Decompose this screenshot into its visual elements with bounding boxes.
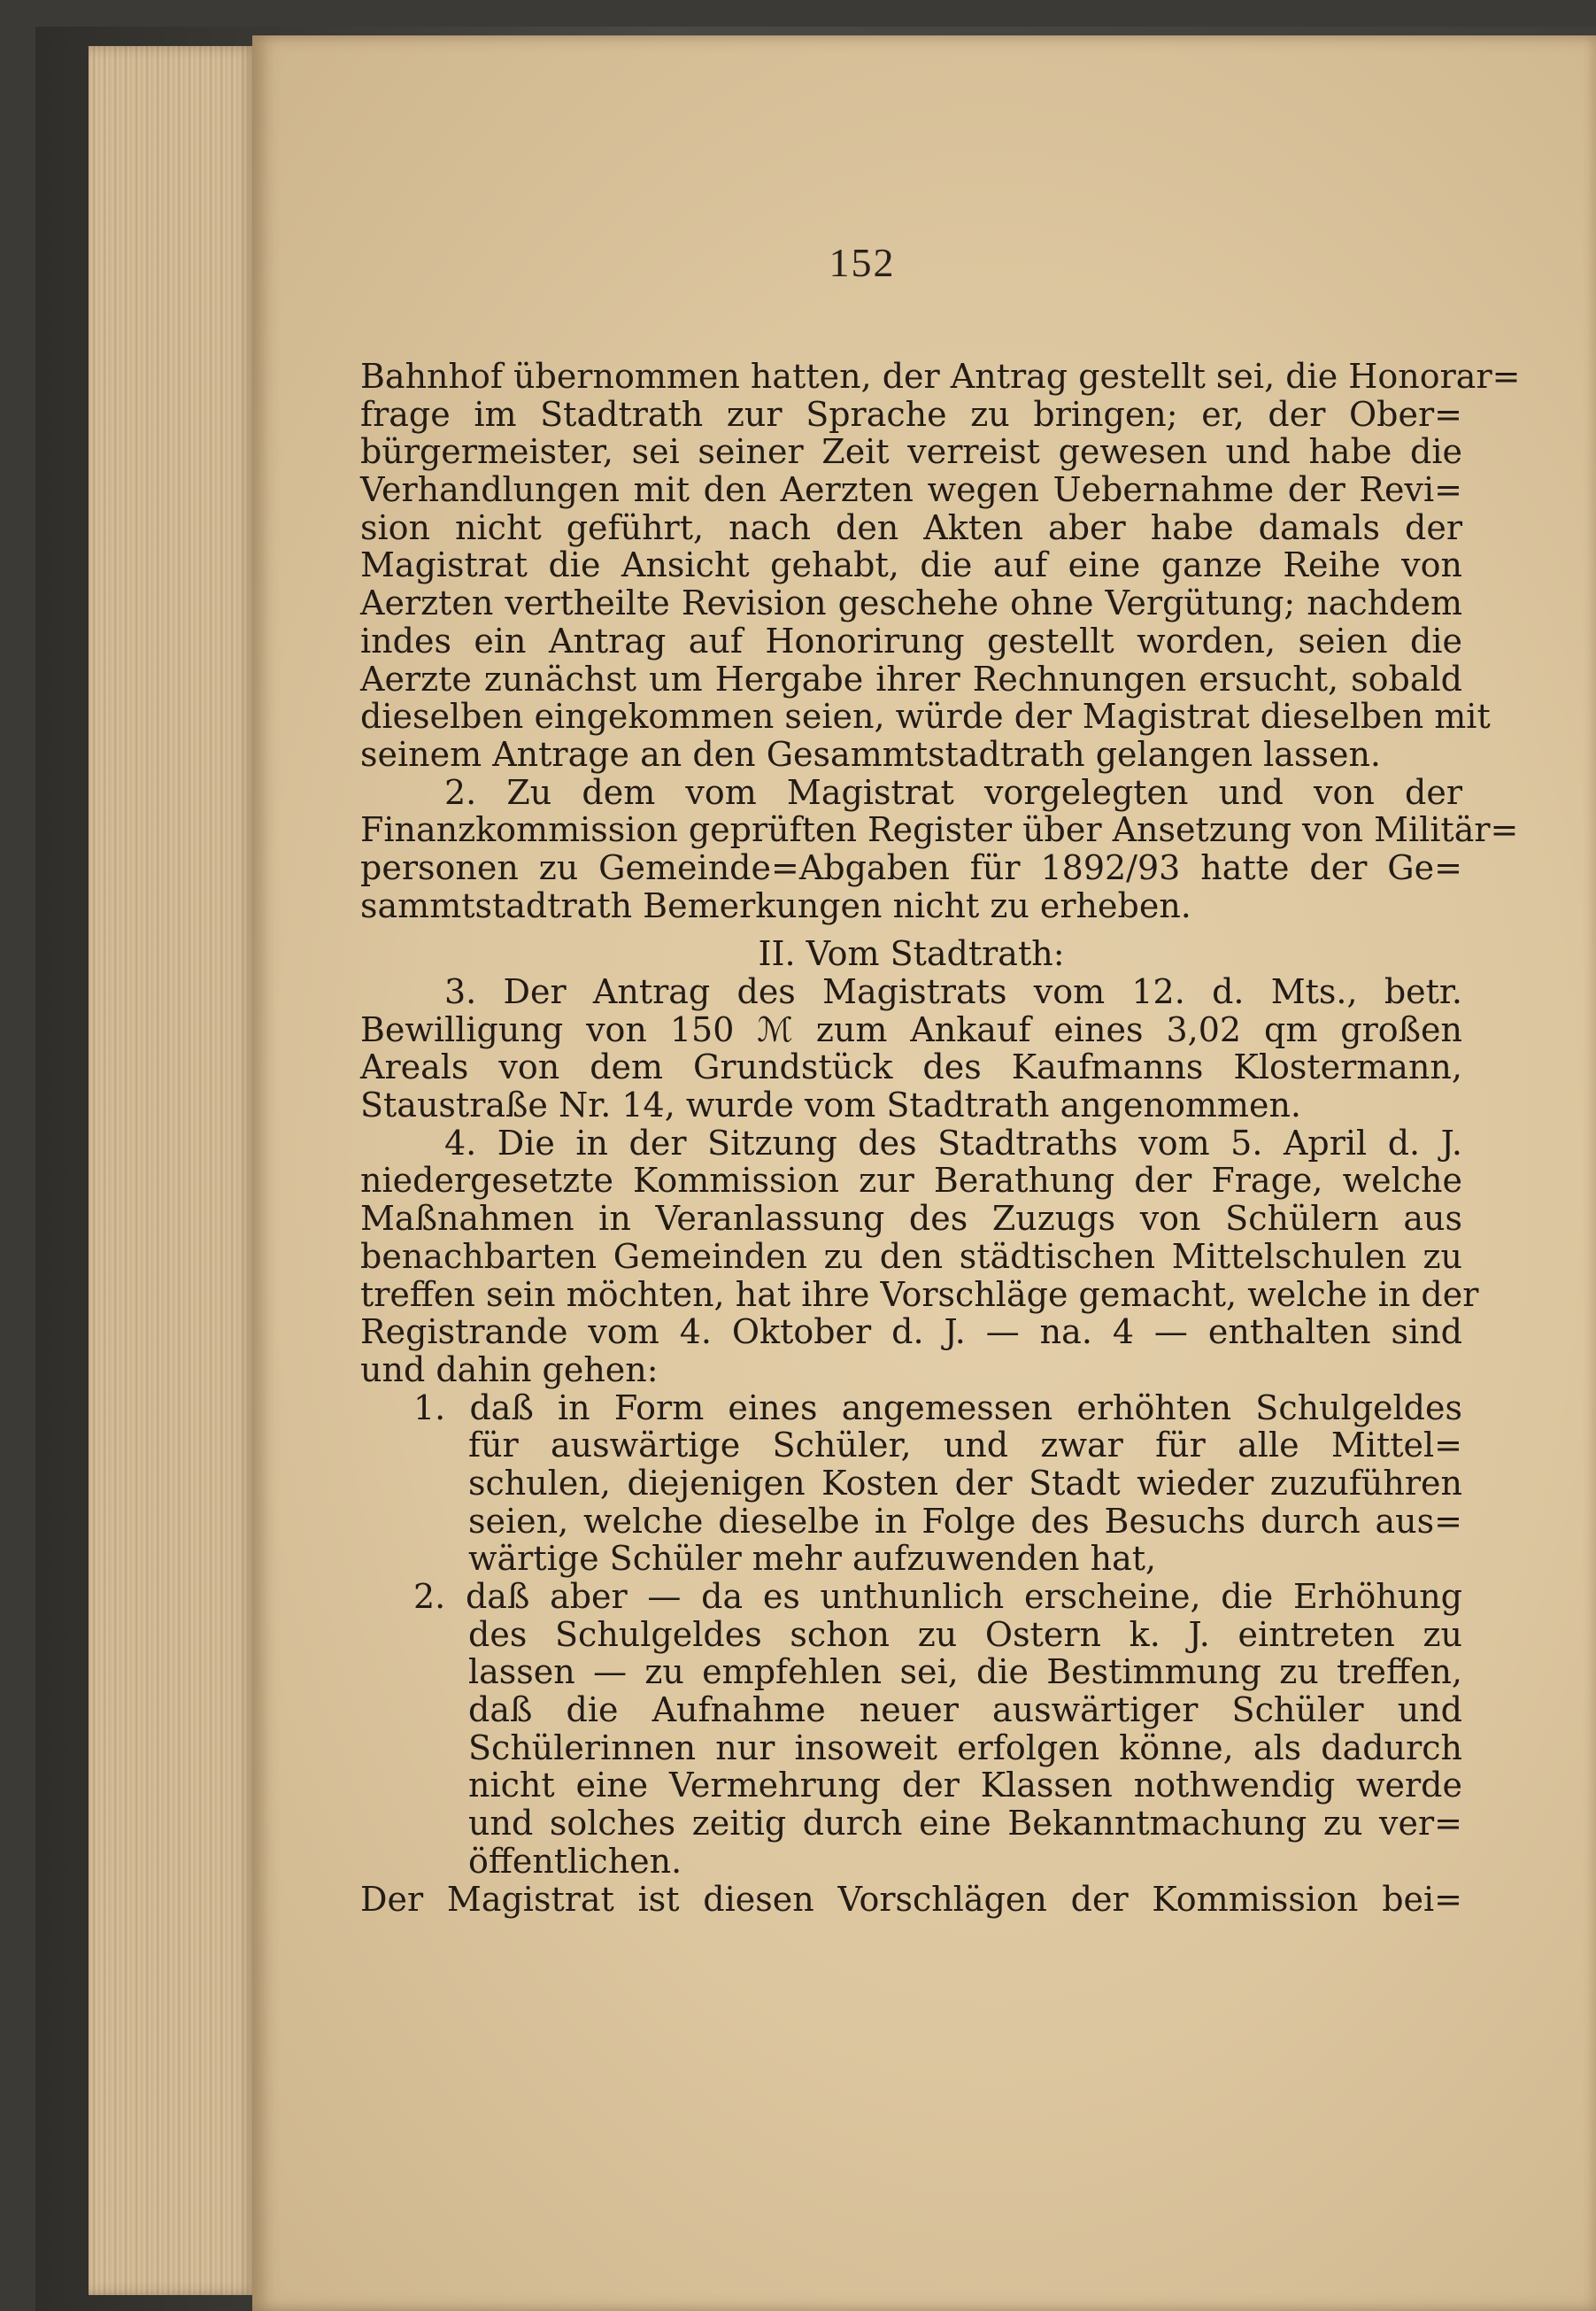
text-line: und solches zeitig durch eine Bekanntmachung zu ver= (468, 1804, 1462, 1843)
text-line: bürgermeister, sei seiner Zeit verreist gewesen und habe die (360, 432, 1462, 472)
text-line: 2. daß aber — da es unthunlich erscheine, die Erhöhung (413, 1577, 1462, 1616)
page-number: 152 (829, 240, 896, 285)
text-line: Der Magistrat ist diesen Vorschlägen der Kommission bei= (360, 1879, 1462, 1919)
book-page (252, 35, 1596, 2311)
text-line: Maßnahmen in Veranlassung des Zuzugs von Schülern aus (360, 1199, 1462, 1239)
text-line: indes ein Antrag auf Honorirung gestellt worden, seien die (360, 621, 1462, 661)
text-line: Aerzte zunächst um Hergabe ihrer Rechnungen ersucht, sobald (360, 659, 1462, 699)
section-heading: II. Vom Stadtrath: (758, 934, 1065, 974)
text-line: frage im Stadtrath zur Sprache zu bringen; er, der Ober= (360, 394, 1462, 434)
text-line: Schülerinnen nur insoweit erfolgen könne, als dadurch (468, 1727, 1462, 1767)
text-line: dieselben eingekommen seien, würde der Magistrat dieselben mit (360, 697, 1491, 737)
text-line: 1. daß in Form eines angemessen erhöhten Schulgeldes (413, 1387, 1462, 1427)
text-line: Finanzkommission geprüften Register über Ansetzung von Militär= (360, 810, 1519, 850)
text-line: 2. Zu dem vom Magistrat vorgelegten und von der (444, 772, 1462, 812)
page-text (360, 357, 1521, 1919)
text-line: 4. Die in der Sitzung des Stadtraths vom 5. April d. J. (444, 1123, 1462, 1163)
text-line: schulen, diejenigen Kosten der Stadt wieder zuzuführen (468, 1463, 1462, 1503)
text-line: für auswärtige Schüler, und zwar für alle Mittel= (468, 1426, 1462, 1465)
text-line: öffentlichen. (468, 1841, 682, 1881)
text-line: Areals von dem Grundstück des Kaufmanns Klostermann, (360, 1047, 1462, 1087)
text-line: daß die Aufnahme neuer auswärtiger Schüler und (468, 1690, 1462, 1730)
page-edges (89, 46, 257, 2295)
text-line: Verhandlungen mit den Aerzten wegen Uebernahme der Revi= (360, 470, 1462, 510)
text-line: sammtstadtrath Bemerkungen nicht zu erheben. (360, 885, 1191, 925)
text-line: Magistrat die Ansicht gehabt, die auf eine ganze Reihe von (360, 545, 1462, 585)
text-line: lassen — zu empfehlen sei, die Bestimmung zu treffen, (468, 1652, 1462, 1692)
text-line: und dahin gehen: (360, 1349, 659, 1389)
text-line: niedergesetzte Kommission zur Berathung der Frage, welche (360, 1161, 1462, 1201)
text-line: treffen sein möchten, hat ihre Vorschläge gemacht, welche in der (360, 1274, 1479, 1314)
text-line: 3. Der Antrag des Magistrats vom 12. d. Mts., betr. (444, 972, 1462, 1011)
text-line: seien, welche dieselbe in Folge des Besuchs durch aus= (468, 1501, 1462, 1541)
text-line: des Schulgeldes schon zu Ostern k. J. eintreten zu (468, 1614, 1462, 1654)
text-line: Registrande vom 4. Oktober d. J. — na. 4 — enthalten sind (360, 1312, 1462, 1352)
text-line: benachbarten Gemeinden zu den städtischen Mittelschulen zu (360, 1236, 1462, 1276)
text-line: Bahnhof übernommen hatten, der Antrag gestellt sei, die Honorar= (360, 357, 1521, 396)
text-line: sion nicht geführt, nach den Akten aber habe damals der (360, 507, 1462, 547)
text-line: personen zu Gemeinde=Abgaben für 1892/93 hatte der Ge= (360, 847, 1462, 887)
text-line: nicht eine Vermehrung der Klassen nothwendig werde (468, 1766, 1462, 1805)
text-line: seinem Antrage an den Gesammtstadtrath gelangen lassen. (360, 734, 1382, 774)
text-line: Bewilligung von 150 ℳ zum Ankauf eines 3,02 qm großen (360, 1009, 1462, 1049)
text-line: Staustraße Nr. 14, wurde vom Stadtrath angenommen. (360, 1086, 1301, 1125)
text-line: wärtige Schüler mehr aufzuwenden hat, (468, 1539, 1157, 1579)
text-line: Aerzten vertheilte Revision geschehe ohne Vergütung; nachdem (360, 584, 1462, 623)
